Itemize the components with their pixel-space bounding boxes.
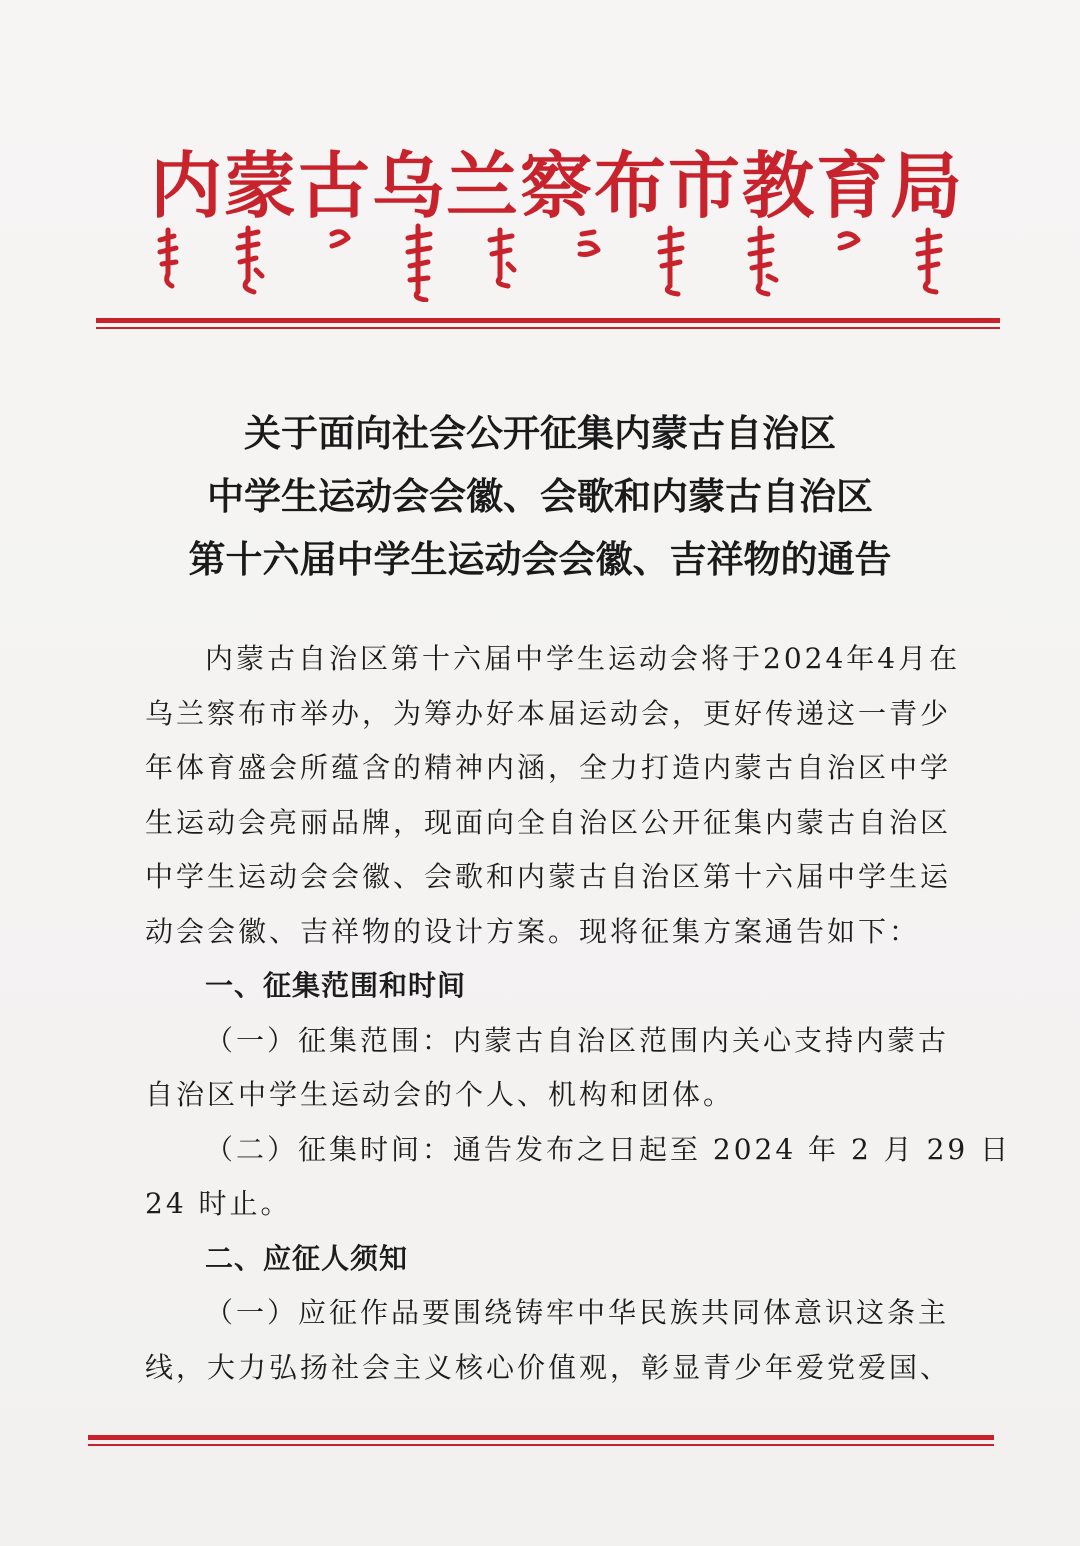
section-heading: 一、征集范围和时间 (205, 969, 467, 1002)
body-line: （二）征集时间：通告发布之日起至 2024 年 2 月 29 日 (205, 1132, 1012, 1166)
body-line: 年体育盛会所蕴含的精神内涵，全力打造内蒙古自治区中学 (145, 751, 952, 784)
body-line: 动会会徽、吉祥物的设计方案。现将征集方案通告如下： (145, 914, 921, 948)
body-line: 自治区中学生运动会的个人、机构和团体。 (145, 1078, 735, 1111)
body-line: 内蒙古自治区第十六届中学生运动会将于2024年4月在 (205, 642, 961, 675)
body-line: 生运动会亮丽品牌，现面向全自治区公开征集内蒙古自治区 (145, 805, 952, 839)
letterhead-rule-thick (96, 318, 1000, 323)
body-line: 乌兰察布市举办，为筹办好本届运动会，更好传递这一青少 (145, 696, 952, 730)
section-heading: 二、应征人须知 (205, 1241, 409, 1275)
document-title (120, 402, 960, 591)
document-title-line: 关于面向社会公开征集内蒙古自治区 (244, 412, 836, 455)
footer-rule-thin (88, 1444, 994, 1446)
letterhead-mongolian-script (150, 222, 950, 302)
document-title-line: 第十六届中学生运动会会徽、吉祥物的通告 (188, 538, 892, 581)
document-body (145, 632, 1012, 1395)
body-line: 24 时止。 (145, 1187, 292, 1220)
document-title-line: 中学生运动会会徽、会歌和内蒙古自治区 (207, 475, 873, 518)
body-line: （一）征集范围：内蒙古自治区范围内关心支持内蒙古 (205, 1023, 950, 1057)
body-line: 中学生运动会会徽、会歌和内蒙古自治区第十六届中学生运 (145, 860, 952, 893)
body-line: 线，大力弘扬社会主义核心价值观，彰显青少年爱党爱国、 (145, 1350, 952, 1384)
body-line: （一）应征作品要围绕铸牢中华民族共同体意识这条主 (205, 1296, 950, 1329)
letterhead-org-name: 内蒙古乌兰察布市教育局 (150, 143, 965, 228)
footer-rule-thick (88, 1435, 994, 1440)
letterhead-rule-thin (96, 327, 1000, 329)
